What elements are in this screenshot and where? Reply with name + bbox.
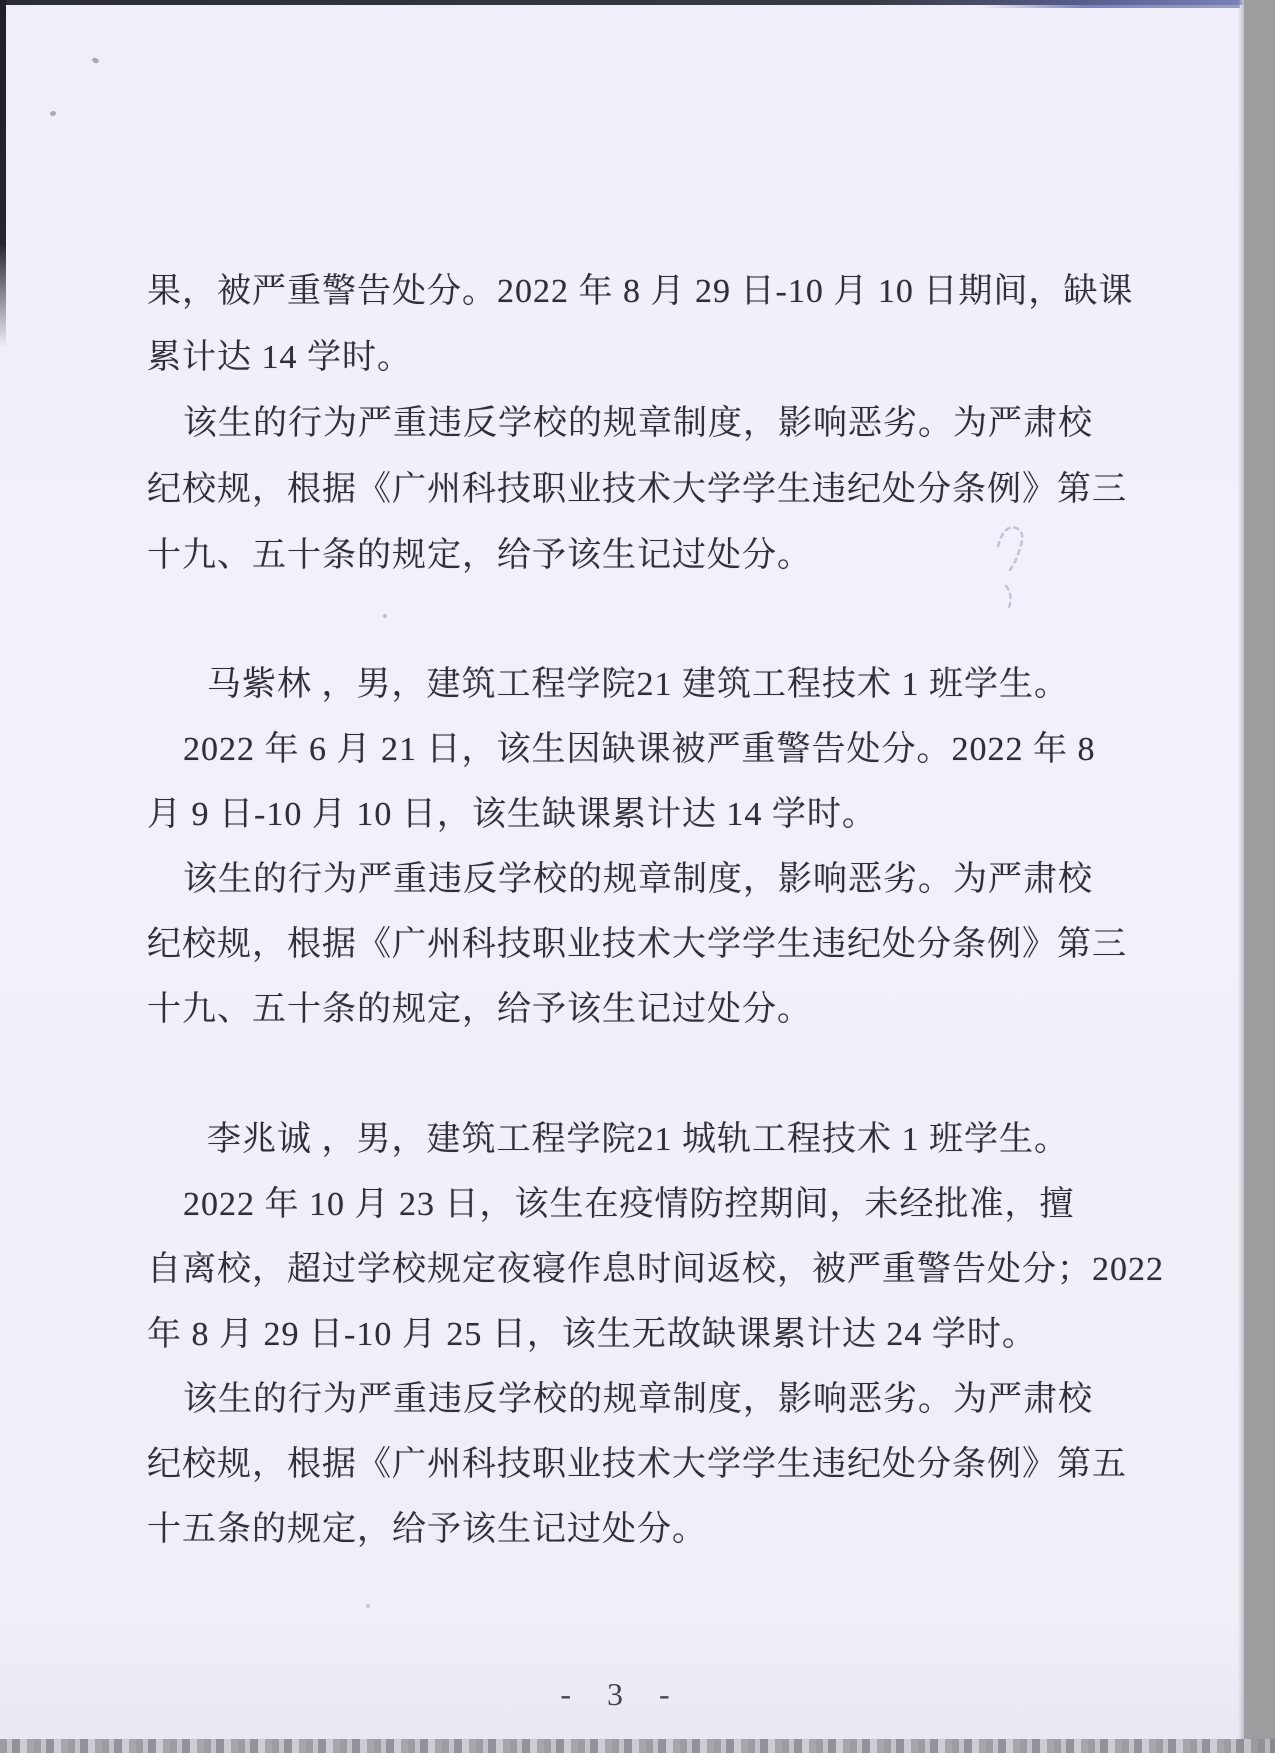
text-line: 果，被严重警告处分。2022 年 8 月 29 日-10 月 10 日期间，缺课	[147, 273, 1134, 310]
page-number: - 3 -	[560, 1676, 684, 1712]
text-line: 该生的行为严重违反学校的规章制度，影响恶劣。为严肃校	[183, 1381, 1093, 1418]
text-line: 年 8 月 29 日-10 月 25 日，该生无故缺课累计达 24 学时。	[147, 1316, 1037, 1353]
text-line: 月 9 日-10 月 10 日，该生缺课累计达 14 学时。	[147, 796, 877, 833]
text-line: 该生的行为严重违反学校的规章制度，影响恶劣。为严肃校	[183, 861, 1093, 898]
text-line: 2022 年 10 月 23 日，该生在疫情防控期间，未经批准，擅	[183, 1186, 1075, 1223]
text-line: 自离校，超过学校规定夜寝作息时间返校，被严重警告处分；2022	[147, 1251, 1164, 1288]
text-line: 十九、五十条的规定，给予该生记过处分。	[147, 537, 812, 574]
text-line: 累计达 14 学时。	[147, 339, 412, 376]
text-line: 十九、五十条的规定，给予该生记过处分。	[147, 991, 812, 1028]
scan-edge-bottom	[0, 1739, 1275, 1753]
text-line: 纪校规，根据《广州科技职业技术大学学生违纪处分条例》第三	[147, 471, 1127, 508]
text-line: 该生的行为严重违反学校的规章制度，影响恶劣。为严肃校	[183, 405, 1093, 442]
text-line: 马紫林 ，男，建筑工程学院21 建筑工程技术 1 班学生。	[207, 666, 1069, 703]
text-line: 李兆诚 ，男，建筑工程学院21 城轨工程技术 1 班学生。	[207, 1121, 1069, 1158]
text-line: 纪校规，根据《广州科技职业技术大学学生违纪处分条例》第三	[147, 926, 1127, 963]
text-line: 2022 年 6 月 21 日，该生因缺课被严重警告处分。2022 年 8	[183, 731, 1096, 768]
text-line: 纪校规，根据《广州科技职业技术大学学生违纪处分条例》第五	[147, 1446, 1127, 1483]
text-line: 十五条的规定，给予该生记过处分。	[147, 1511, 707, 1548]
